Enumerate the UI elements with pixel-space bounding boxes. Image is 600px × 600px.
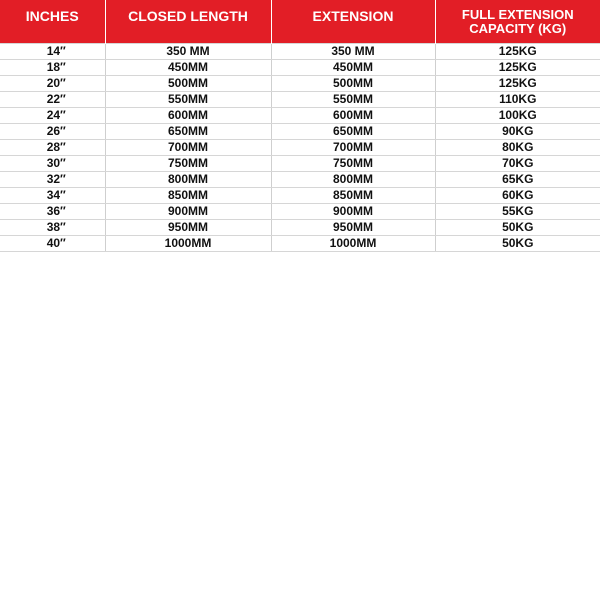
cell-capacity: 125KG xyxy=(435,60,600,76)
table-body xyxy=(0,44,600,252)
cell-closed-length: 450MM xyxy=(105,60,271,76)
table-header xyxy=(0,0,600,44)
cell-closed-length: 950MM xyxy=(105,220,271,236)
cell-capacity: 100KG xyxy=(435,108,600,124)
cell-closed-length: 750MM xyxy=(105,156,271,172)
cell-extension: 800MM xyxy=(271,172,435,188)
cell-capacity: 125KG xyxy=(435,76,600,92)
cell-capacity: 60KG xyxy=(435,188,600,204)
cell-closed-length: 700MM xyxy=(105,140,271,156)
header-capacity-line2: CAPACITY (KG) xyxy=(469,21,567,36)
table-row xyxy=(0,76,600,92)
table-row xyxy=(0,124,600,140)
cell-capacity: 125KG xyxy=(435,44,600,60)
table-row xyxy=(0,188,600,204)
cell-inches: 26″ xyxy=(0,124,105,140)
cell-extension: 700MM xyxy=(271,140,435,156)
table-row xyxy=(0,92,600,108)
table-row xyxy=(0,108,600,124)
cell-extension: 900MM xyxy=(271,204,435,220)
cell-inches: 20″ xyxy=(0,76,105,92)
cell-inches: 18″ xyxy=(0,60,105,76)
cell-closed-length: 900MM xyxy=(105,204,271,220)
cell-extension: 750MM xyxy=(271,156,435,172)
cell-inches: 24″ xyxy=(0,108,105,124)
cell-capacity: 65KG xyxy=(435,172,600,188)
cell-capacity: 90KG xyxy=(435,124,600,140)
cell-capacity: 70KG xyxy=(435,156,600,172)
cell-inches: 28″ xyxy=(0,140,105,156)
table-row xyxy=(0,44,600,60)
header-inches xyxy=(0,0,105,44)
cell-closed-length: 1000MM xyxy=(105,236,271,252)
cell-closed-length: 800MM xyxy=(105,172,271,188)
cell-extension: 450MM xyxy=(271,60,435,76)
spec-table xyxy=(0,0,600,252)
cell-closed-length: 650MM xyxy=(105,124,271,140)
cell-inches: 40″ xyxy=(0,236,105,252)
table-row xyxy=(0,204,600,220)
cell-inches: 22″ xyxy=(0,92,105,108)
header-extension-label: EXTENSION xyxy=(312,8,394,24)
cell-closed-length: 500MM xyxy=(105,76,271,92)
cell-inches: 34″ xyxy=(0,188,105,204)
header-extension xyxy=(271,0,435,44)
cell-closed-length: 850MM xyxy=(105,188,271,204)
cell-extension: 850MM xyxy=(271,188,435,204)
cell-inches: 36″ xyxy=(0,204,105,220)
table-row xyxy=(0,172,600,188)
table-row xyxy=(0,220,600,236)
cell-capacity: 50KG xyxy=(435,236,600,252)
header-capacity xyxy=(435,0,600,44)
cell-inches: 38″ xyxy=(0,220,105,236)
cell-extension: 550MM xyxy=(271,92,435,108)
cell-extension: 1000MM xyxy=(271,236,435,252)
cell-closed-length: 350 MM xyxy=(105,44,271,60)
header-row xyxy=(0,0,600,44)
header-closed-length xyxy=(105,0,271,44)
header-capacity-line1: FULL EXTENSION xyxy=(461,7,574,22)
table-row xyxy=(0,140,600,156)
cell-extension: 650MM xyxy=(271,124,435,140)
cell-capacity: 110KG xyxy=(435,92,600,108)
cell-inches: 32″ xyxy=(0,172,105,188)
header-closed-length-label: CLOSED LENGTH xyxy=(128,8,248,24)
cell-extension: 600MM xyxy=(271,108,435,124)
cell-closed-length: 550MM xyxy=(105,92,271,108)
table-row xyxy=(0,156,600,172)
cell-capacity: 80KG xyxy=(435,140,600,156)
cell-capacity: 50KG xyxy=(435,220,600,236)
cell-extension: 500MM xyxy=(271,76,435,92)
header-capacity-label xyxy=(436,0,600,36)
cell-extension: 950MM xyxy=(271,220,435,236)
cell-closed-length: 600MM xyxy=(105,108,271,124)
cell-inches: 14″ xyxy=(0,44,105,60)
cell-capacity: 55KG xyxy=(435,204,600,220)
header-inches-label: INCHES xyxy=(25,8,79,24)
cell-inches: 30″ xyxy=(0,156,105,172)
cell-extension: 350 MM xyxy=(271,44,435,60)
table-row xyxy=(0,236,600,252)
table-row xyxy=(0,60,600,76)
